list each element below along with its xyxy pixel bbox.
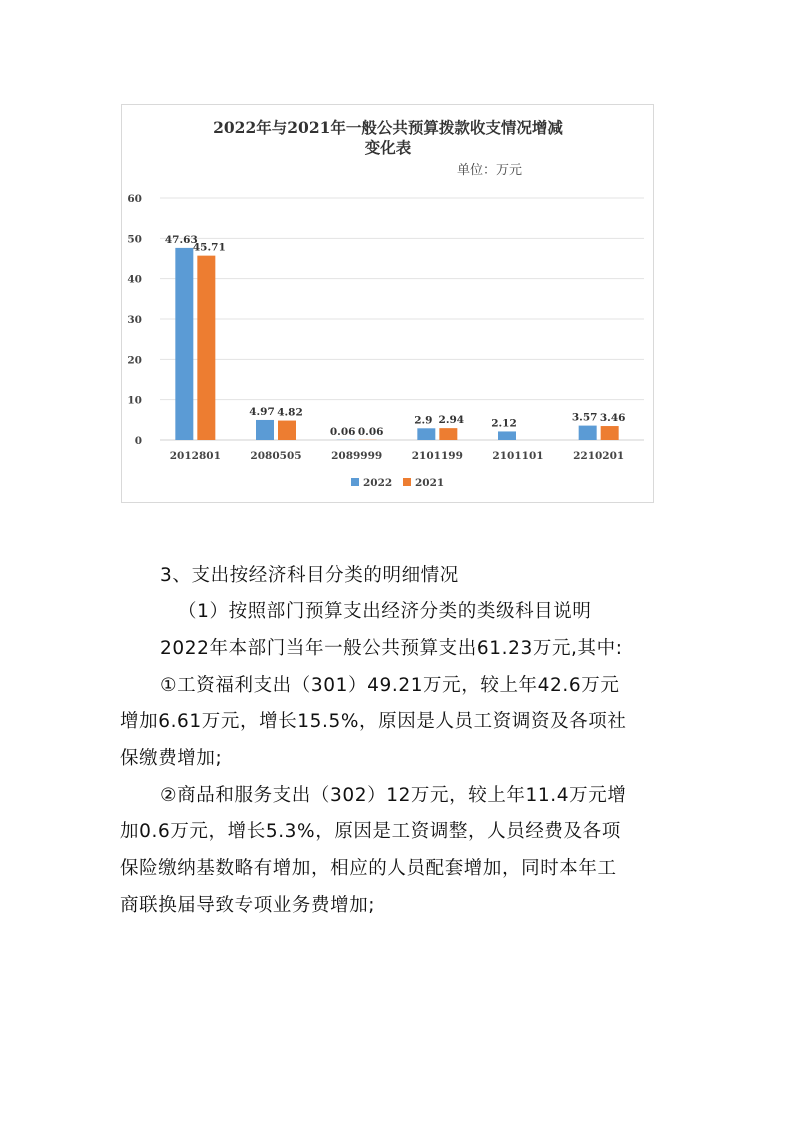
data-label: 0.06 — [329, 425, 356, 438]
data-label: 2.9 — [414, 414, 433, 427]
paragraph-summary: 2022年本部门当年一般公共预算支出61.23万元,其中: — [160, 638, 623, 659]
legend-swatch-2022 — [351, 478, 359, 486]
x-tick-label: 2210201 — [573, 450, 625, 462]
x-tick-label: 2080505 — [250, 450, 302, 462]
data-label: 3.57 — [571, 411, 598, 424]
bar-2021-2210201 — [601, 426, 619, 440]
x-tick-label: 2101101 — [492, 450, 544, 462]
bar-chart — [122, 105, 655, 504]
chart-title-line1: 2022年与2021年一般公共预算拨款收支情况增减 — [213, 118, 563, 137]
chart-unit-label: 单位：万元 — [457, 163, 523, 178]
data-label: 2.12 — [491, 417, 517, 430]
x-tick-label: 2089999 — [331, 450, 383, 462]
x-axis-ticks — [170, 450, 624, 462]
paragraph-301-line2: 增加6.61万元，增长15.5%，原因是人员工资调资及各项社 — [120, 711, 627, 732]
data-labels — [165, 234, 626, 438]
data-label: 2.94 — [438, 414, 465, 427]
legend-swatch-2021 — [403, 478, 411, 486]
data-label: 3.46 — [599, 412, 626, 425]
paragraph-302-line4: 商联换届导致专项业务费增加; — [120, 895, 376, 916]
y-tick-label: 60 — [127, 193, 142, 205]
paragraph-302-line1: ②商品和服务支出（302）12万元，较上年11.4万元增 — [160, 785, 627, 806]
legend-label-2021: 2021 — [415, 477, 445, 489]
gridlines — [160, 198, 644, 440]
data-label: 0.06 — [357, 425, 384, 438]
chart-legend — [351, 477, 444, 489]
data-label: 4.82 — [277, 406, 303, 419]
paragraph-301-line1: ①工资福利支出（301）49.21万元，较上年42.6万元 — [160, 675, 620, 696]
y-axis-ticks — [127, 193, 142, 447]
bar-2022-2080505 — [256, 420, 274, 440]
bar-2022-2012801 — [175, 248, 193, 440]
bars — [175, 248, 618, 440]
paragraph-302-line2: 加0.6万元，增长5.3%，原因是工资调整，人员经费及各项 — [120, 821, 621, 842]
bar-2022-2210201 — [579, 426, 597, 440]
legend-label-2022: 2022 — [363, 477, 393, 489]
bar-2021-2080505 — [278, 421, 296, 440]
x-tick-label: 2012801 — [169, 450, 221, 462]
section-heading: 3、支出按经济科目分类的明细情况 — [160, 565, 459, 586]
bar-2022-2101101 — [498, 431, 516, 440]
data-label: 45.71 — [192, 241, 226, 254]
y-tick-label: 50 — [127, 233, 142, 246]
y-tick-label: 40 — [127, 273, 142, 286]
paragraph-302-line3: 保险缴纳基数略有增加，相应的人员配套增加，同时本年工 — [120, 858, 617, 879]
y-tick-label: 30 — [127, 314, 142, 326]
chart-title-line2: 变化表 — [364, 138, 412, 157]
y-tick-label: 20 — [127, 354, 142, 367]
x-tick-label: 2101199 — [411, 450, 463, 462]
chart-container — [121, 104, 654, 503]
data-label: 4.97 — [249, 405, 275, 418]
bar-2021-2101199 — [439, 428, 457, 440]
data-label: 47.63 — [164, 233, 198, 246]
bar-2022-2101199 — [417, 428, 435, 440]
y-tick-label: 0 — [134, 435, 142, 447]
paragraph-301-line3: 保缴费增加; — [120, 748, 223, 769]
subsection-heading: （1）按照部门预算支出经济分类的类级科目说明 — [178, 601, 592, 622]
bar-2021-2012801 — [197, 256, 215, 440]
y-tick-label: 10 — [127, 394, 142, 407]
